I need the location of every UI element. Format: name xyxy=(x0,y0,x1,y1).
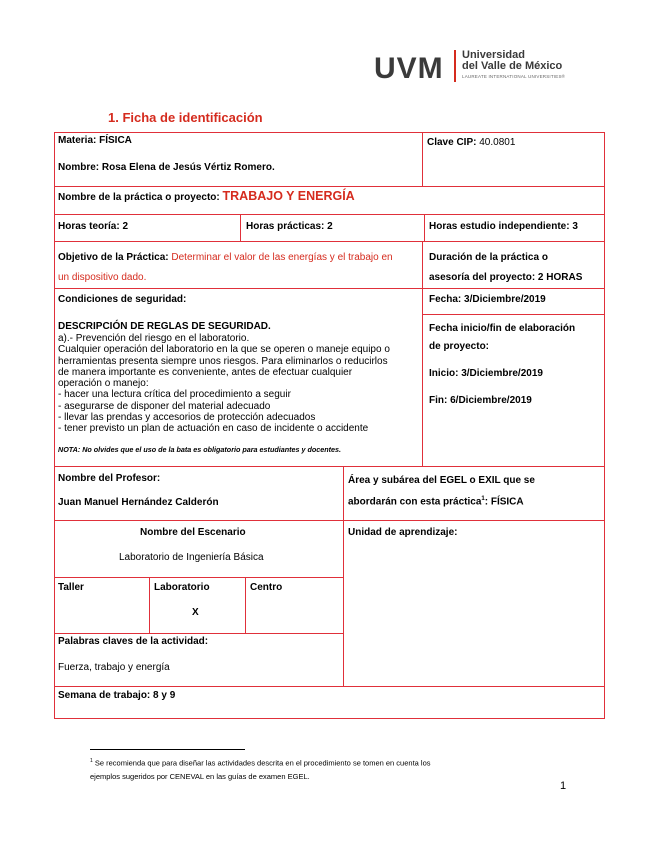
section-title: 1. Ficha de identificación xyxy=(108,110,263,125)
keywords-value: Fuerza, trabajo y energía xyxy=(58,662,170,673)
professor-label: Nombre del Profesor: xyxy=(58,473,161,484)
page-number: 1 xyxy=(560,780,567,792)
objective-label: Objetivo de la Práctica: xyxy=(58,252,169,263)
practice-hours: Horas prácticas: 2 xyxy=(246,221,333,232)
duration-line2: asesoría del proyecto: 2 HORAS xyxy=(429,272,583,283)
start-date: Inicio: 3/Diciembre/2019 xyxy=(429,368,543,379)
university-name-line2: del Valle de México xyxy=(462,60,563,72)
egel-area-value: : FÍSICA xyxy=(484,496,524,508)
rule-line: operación o manejo: xyxy=(58,378,149,390)
row-divider xyxy=(54,577,343,578)
duration-line1: Duración de la práctica o xyxy=(429,252,548,263)
rule-line: - tener previsto un plan de actuación en caso de incidente o accidente xyxy=(58,423,369,435)
footnote-line2: ejemplos sugeridos por CENEVAL en las guías de examen EGEL. xyxy=(90,771,310,781)
footnote-text1: Se recomienda que para diseñar las actividades descrita en el procedimiento se tomen en cuenta los xyxy=(94,758,431,768)
objective-value-line2: un dispositivo dado. xyxy=(58,272,147,283)
col-divider xyxy=(424,214,425,241)
footnote-ref: 1 xyxy=(481,496,485,502)
rule-line: a).- Prevención del riesgo en el laboratorio. xyxy=(58,333,250,344)
teacher-name-field: Nombre: Rosa Elena de Jesús Vértiz Romero. xyxy=(58,162,275,173)
end-date: Fin: 6/Diciembre/2019 xyxy=(429,395,532,406)
row-divider xyxy=(54,288,604,289)
col-divider xyxy=(245,577,246,633)
university-name-line1: Universidad xyxy=(462,49,525,61)
safety-rules-title: DESCRIPCIÓN DE REGLAS DE SEGURIDAD. xyxy=(58,321,271,332)
footnote-separator xyxy=(90,749,245,750)
practice-name-value: TRABAJO Y ENERGÍA xyxy=(222,189,355,203)
col-divider xyxy=(343,466,344,686)
laboratory-label: Laboratorio xyxy=(154,582,210,593)
clave-cip-field xyxy=(427,137,515,149)
egel-area-line2 xyxy=(348,490,535,511)
keywords-label: Palabras claves de la actividad: xyxy=(58,636,209,647)
col-divider xyxy=(422,241,423,466)
rule-line: - hacer una lectura crítica del procedimiento a seguir xyxy=(58,389,291,401)
egel-area-field xyxy=(348,472,535,511)
row-divider xyxy=(54,186,604,187)
practice-name-label: Nombre de la práctica o proyecto: xyxy=(58,192,220,203)
practice-name-field xyxy=(58,190,355,204)
laureate-tagline: LAUREATE INTERNATIONAL UNIVERSITIES® xyxy=(462,74,566,79)
uvm-logo-mark: UVM xyxy=(374,52,444,85)
laboratory-mark: X xyxy=(192,607,199,618)
clave-cip-value: 40.0801 xyxy=(479,137,516,148)
row-divider xyxy=(54,686,604,687)
objective-field xyxy=(58,248,420,288)
logo-divider xyxy=(454,50,456,82)
rule-line: herramientas presenta siempre unos riesgos. Para eliminarlos o reducirlos xyxy=(58,355,388,367)
footnote-number: 1 xyxy=(90,758,93,764)
elaboration-dates-line1: Fecha inicio/fin de elaboración xyxy=(429,323,576,334)
row-divider xyxy=(54,241,604,242)
clave-cip-label: Clave CIP: xyxy=(427,137,477,148)
work-week-field: Semana de trabajo: 8 y 9 xyxy=(58,690,176,701)
objective-value-line1: Determinar el valor de las energías y el trabajo en xyxy=(171,252,393,263)
workshop-label: Taller xyxy=(58,582,84,593)
footnote xyxy=(90,755,560,783)
professor-name: Juan Manuel Hernández Calderón xyxy=(58,497,219,508)
elaboration-dates xyxy=(429,320,575,356)
rule-line: de manera importante es conveniente, antes de efectuar cualquier xyxy=(58,366,353,378)
scenario-value: Laboratorio de Ingeniería Básica xyxy=(119,552,264,563)
rule-line: Cualquier operación del laboratorio en la que se operen o maneje equipo o xyxy=(58,344,390,356)
learning-unit-label: Unidad de aprendizaje: xyxy=(348,527,458,538)
safety-conditions-label: Condiciones de seguridad: xyxy=(58,294,187,305)
row-divider xyxy=(54,520,604,521)
footnote-line1 xyxy=(90,755,560,770)
university-name xyxy=(462,50,562,72)
col-divider xyxy=(149,577,150,633)
materia-field: Materia: FÍSICA xyxy=(58,135,132,146)
row-divider xyxy=(54,466,604,467)
elaboration-dates-line2: de proyecto: xyxy=(429,341,490,352)
center-label: Centro xyxy=(250,582,283,593)
rule-line: - asegurarse de disponer del material adecuado xyxy=(58,400,271,412)
duration-field xyxy=(429,248,582,288)
egel-area-line1: Área y subárea del EGEL o EXIL que se xyxy=(348,475,535,486)
col-divider xyxy=(422,132,423,186)
egel-area-text: abordarán con esta práctica xyxy=(348,496,482,508)
theory-hours: Horas teoría: 2 xyxy=(58,221,129,232)
rule-line: - llevar las prendas y accesorios de protección adecuados xyxy=(58,412,316,424)
col-divider xyxy=(240,214,241,241)
lab-coat-note: NOTA: No olvides que el uso de la bata es obligatorio para estudiantes y docentes. xyxy=(58,445,342,454)
scenario-label: Nombre del Escenario xyxy=(140,527,246,538)
row-divider xyxy=(54,633,343,634)
safety-rules-body xyxy=(58,333,390,435)
independent-study-hours: Horas estudio independiente: 3 xyxy=(429,221,578,232)
date-field: Fecha: 3/Diciembre/2019 xyxy=(429,294,546,305)
row-divider xyxy=(54,214,604,215)
row-divider xyxy=(422,314,604,315)
